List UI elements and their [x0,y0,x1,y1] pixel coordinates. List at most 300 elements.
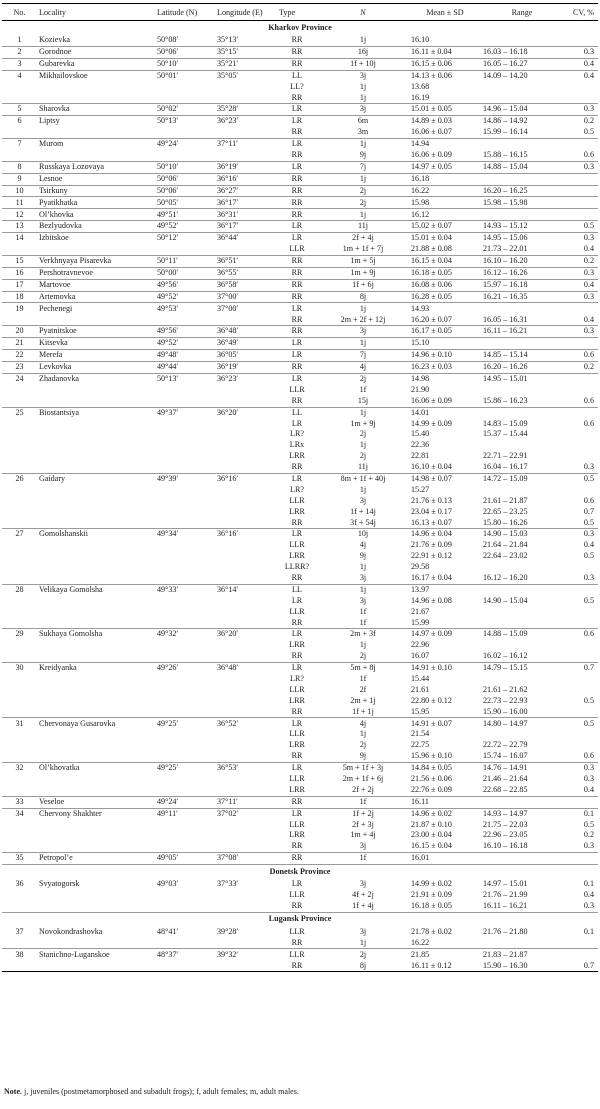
cell-mean: 16.18 ± 0.05 [409,267,481,279]
cell-latitude: 49°05′ [155,853,215,865]
cell-range [481,338,563,350]
cell-cv: 0.3 [583,841,594,851]
cell-latitude: 49°32′ [155,629,215,640]
cell-latitude [155,462,215,473]
cell-n: 7j [317,350,409,362]
table-row [2,221,598,233]
cell-type: LLR [289,384,305,394]
cell-range: 16.12 – 16.26 [481,267,563,279]
cell-latitude [155,314,215,325]
cell-latitude [155,960,215,971]
cell-mean: 13.97 [409,584,481,595]
cell-latitude: 50°00′ [155,267,215,279]
cell-mean: 16.11 [409,796,481,808]
cell-locality: Kreidyanka [37,662,155,673]
cell-locality: Tsirkuny [37,185,155,197]
cell-latitude: 50°10′ [155,58,215,70]
cell-no: 3 [2,58,37,70]
cell-type: RR [291,617,303,627]
cell-locality: Chervonaya Gusarovka [37,718,155,729]
cell-locality [37,751,155,762]
header-n: N [317,4,409,21]
cell-type: LR? [290,674,304,684]
cell-range: 15.99 – 16.14 [483,127,528,137]
table-row [2,104,598,116]
cell-no: 23 [2,361,37,373]
cell-type: LRR [289,695,305,705]
cell-mean: 16.06 ± 0.07 [411,127,452,137]
cell-no [2,674,37,685]
cell-mean: 16.11 ± 0.04 [409,46,481,58]
cell-type: LLR [289,606,305,616]
cell-no [2,685,37,696]
cell-no [2,607,37,618]
cell-latitude: 49°37′ [155,407,215,418]
cell-cv: 0.2 [563,255,598,267]
cell-mean: 16.08 ± 0.06 [409,279,481,291]
cell-n: 3j [359,595,367,605]
cell-range: 15.88 – 16.15 [483,150,528,160]
cell-no [2,819,37,830]
cell-range: 21.73 – 22.01 [483,244,528,254]
cell-cv [563,197,598,209]
cell-longitude [215,385,277,396]
cell-range: 16.10 – 16.20 [481,255,563,267]
cell-range [481,173,563,185]
cell-cv: 0.3 [583,774,594,784]
cell-cv: 0.7 [583,506,594,516]
cell-latitude: 49°52′ [155,291,215,303]
cell-mean: 16.28 ± 0.05 [409,291,481,303]
cell-n: 2j [317,197,409,209]
table-row [2,267,598,279]
table-row [2,707,598,718]
cell-mean: 22.80 ± 0.12 [411,695,452,705]
cell-locality: Sukhaya Gomolsha [37,629,155,640]
cell-latitude: 50°06′ [155,173,215,185]
cell-longitude: 36°14′ [215,584,277,595]
cell-cv [563,485,598,496]
cell-range [481,584,563,595]
cell-no: 32 [2,763,37,774]
cell-type: RR [291,937,303,947]
cell-range: 15.74 – 16.07 [483,751,528,761]
cell-no [2,396,37,407]
cell-n: 2m + 2f + 12j [340,314,386,324]
cell-cv: 0.6 [583,395,594,405]
cell-cv [563,407,598,418]
cell-no: 7 [2,139,37,150]
cell-no [2,841,37,852]
cell-mean: 14.97 ± 0.09 [409,629,481,640]
cell-type: LR [277,763,317,774]
table-row [2,116,598,127]
cell-type: LRR [289,740,305,750]
cell-n: 16j [317,46,409,58]
cell-longitude [215,819,277,830]
cell-type: LRR [289,784,305,794]
table-note [4,1087,299,1096]
cell-locality: Martovoe [37,279,155,291]
table-row [2,517,598,528]
cell-range [481,796,563,808]
cell-mean: 15.01 ± 0.05 [409,104,481,116]
cell-no: 25 [2,407,37,418]
table-row [2,596,598,607]
cell-type: RR [277,326,317,338]
cell-n: 3j [359,926,367,936]
cell-longitude [215,150,277,161]
cell-longitude: 36°55′ [215,267,277,279]
cell-longitude [215,82,277,93]
cell-cv: 0.5 [583,517,594,527]
cell-mean: 21.56 ± 0.06 [411,774,452,784]
cell-locality [37,496,155,507]
cell-type: RR [277,960,317,971]
cell-mean: 22.96 [411,640,430,650]
cell-range: 14.88 – 15.04 [481,161,563,173]
cell-longitude: 36°20′ [215,629,277,640]
cell-mean: 16.19 [411,92,430,102]
cell-cv [563,82,598,93]
cell-type: RR [277,796,317,808]
table-row [2,853,598,865]
table-row [2,718,598,729]
cell-longitude [215,396,277,407]
cell-locality [37,819,155,830]
table-row [2,82,598,93]
cell-cv: 0.3 [563,267,598,279]
cell-cv: 0.3 [583,462,594,472]
cell-no [2,774,37,785]
table-row [2,440,598,451]
cell-latitude [155,651,215,662]
cell-no [2,596,37,607]
cell-range: 14.79 – 15.15 [481,662,563,673]
cell-range: 22.73 – 22.93 [483,695,528,705]
cell-latitude [155,696,215,707]
cell-type: LR [277,161,317,173]
cell-latitude: 50°12′ [155,233,215,244]
cell-mean: 16.01 [409,853,481,865]
cell-longitude [215,890,277,901]
table-row [2,150,598,161]
cell-locality [37,596,155,607]
cell-n: 1f + 10j [317,58,409,70]
cell-mean: 15.10 [409,338,481,350]
cell-locality: Gorodnoe [37,46,155,58]
cell-longitude [215,751,277,762]
cell-latitude [155,819,215,830]
cell-mean: 22.36 [411,440,430,450]
cell-latitude: 50°11′ [155,255,215,267]
cell-cv: 0.6 [583,495,594,505]
cell-cv [563,607,598,618]
cell-no [2,640,37,651]
cell-locality [37,150,155,161]
cell-range: 22.68 – 22.85 [483,784,528,794]
cell-no [2,127,37,138]
cell-range [481,617,563,628]
cell-mean: 14.98 [409,373,481,384]
cell-type: LR [291,595,303,605]
cell-no: 11 [2,197,37,209]
cell-longitude [215,785,277,796]
cell-type: RR [291,127,303,137]
table-row [2,173,598,185]
cell-mean: 14.01 [409,407,481,418]
cell-locality [37,685,155,696]
cell-latitude [155,596,215,607]
cell-longitude [215,540,277,551]
note-label: Note. [4,1087,22,1096]
cell-latitude [155,127,215,138]
cell-no: 16 [2,267,37,279]
cell-type: RR [291,314,303,324]
cell-range: 14.93 – 14.97 [481,808,563,819]
cell-mean: 16.11 ± 0.12 [409,960,481,971]
cell-no [2,540,37,551]
cell-no: 10 [2,185,37,197]
table-row [2,58,598,70]
cell-range [481,92,563,103]
cell-longitude: 36°16′ [215,473,277,484]
cell-mean: 22.75 [411,740,430,750]
cell-longitude [215,938,277,949]
cell-range [481,562,563,573]
cell-n: 2m + 1f + 6j [342,774,384,784]
cell-cv: 0.5 [583,695,594,705]
cell-range: 21.46 – 21.64 [483,774,528,784]
cell-range: 21.64 – 21.84 [483,540,528,550]
cell-range: 14.95 – 15.06 [481,233,563,244]
cell-latitude: 49°56′ [155,279,215,291]
cell-mean: 21.67 [411,606,430,616]
cell-n: 1m + 1f + 7j [342,244,384,254]
cell-cv [563,640,598,651]
cell-n: 1m + 9j [350,418,376,428]
cell-range: 21.61 – 21.87 [483,495,528,505]
cell-latitude [155,551,215,562]
cell-locality [37,617,155,628]
cell-mean: 14.84 ± 0.05 [409,763,481,774]
cell-cv: 0.3 [563,763,598,774]
cell-no [2,740,37,751]
cell-latitude [155,785,215,796]
cell-longitude [215,551,277,562]
cell-locality [37,607,155,618]
table-row [2,233,598,244]
cell-range [481,640,563,651]
cell-latitude: 49°44′ [155,361,215,373]
cell-cv: 0.3 [583,900,594,910]
cell-n: 2f [359,684,367,694]
cell-range: 14.88 – 15.09 [481,629,563,640]
cell-cv [563,707,598,718]
cell-no: 12 [2,209,37,221]
cell-type: RR [277,291,317,303]
cell-n: 1f [359,617,367,627]
cell-no [2,496,37,507]
cell-latitude [155,830,215,841]
cell-longitude [215,314,277,325]
cell-range: 16.10 – 16.18 [483,841,528,851]
cell-no: 1 [17,35,22,45]
table-row [2,651,598,662]
cell-cv: 0.1 [583,879,594,889]
cell-cv: 0.5 [563,221,598,233]
cell-mean: 16.15 ± 0.04 [409,255,481,267]
cell-no [2,938,37,949]
cell-locality: Levkovka [37,361,155,373]
cell-type: LLR [289,774,305,784]
cell-longitude: 36°17′ [215,221,277,233]
cell-longitude [215,485,277,496]
cell-no [2,562,37,573]
cell-locality: Ol’khovka [37,209,155,221]
cell-mean: 14.96 ± 0.02 [409,808,481,819]
cell-mean: 14.89 ± 0.03 [409,116,481,127]
cell-cv [563,674,598,685]
cell-cv: 0.4 [563,70,598,81]
cell-longitude: 36°48′ [215,326,277,338]
cell-longitude: 36°20′ [215,407,277,418]
cell-latitude [155,507,215,518]
cell-latitude: 49°24′ [155,796,215,808]
cell-latitude: 49°34′ [155,529,215,540]
cell-range: 16.20 – 16.26 [481,361,563,373]
cell-n: 5m + 1f + 3j [317,763,409,774]
cell-no [2,244,37,255]
note-text: j, juveniles (postmetamorphosed and subadult frogs); f, adult females; m, adult males. [22,1087,299,1096]
cell-no: 24 [2,373,37,384]
cell-range: 22.64 – 23.02 [483,551,528,561]
cell-no: 14 [2,233,37,244]
cell-latitude [155,729,215,740]
cell-longitude: 36°31′ [215,209,277,221]
table-row [2,161,598,173]
cell-n: 8m + 1f + 40j [317,473,409,484]
cell-longitude: 36°16′ [215,173,277,185]
cell-latitude [155,517,215,528]
cell-cv: 0.1 [563,808,598,819]
cell-locality [37,517,155,528]
cell-locality [37,462,155,473]
cell-type: RR [291,573,303,582]
cell-latitude [155,774,215,785]
cell-mean: 16.22 [411,937,430,947]
cell-n: 1m + 4j [350,830,376,840]
table-row [2,396,598,407]
cell-no: 4 [2,70,37,81]
table-row [2,685,598,696]
cell-type: LR [277,338,317,350]
cell-cv [563,303,598,314]
cell-longitude [215,244,277,255]
table-row [2,35,598,46]
cell-cv: 0.3 [563,46,598,58]
cell-latitude [155,674,215,685]
table-row [2,785,598,796]
cell-n: 4j [317,718,409,729]
cell-locality [37,890,155,901]
cell-longitude [215,901,277,912]
cell-latitude [155,385,215,396]
cell-locality: Pyatikhatka [37,197,155,209]
table-row [2,774,598,785]
cell-range: 14.96 – 15.04 [481,104,563,116]
table-row [2,451,598,462]
cell-locality: Bezlyudovka [37,221,155,233]
cell-cv: 0.2 [563,116,598,127]
cell-n: 1f [359,674,367,684]
cell-longitude: 36°52′ [215,718,277,729]
cell-locality [37,740,155,751]
cell-no [2,507,37,518]
cell-latitude [155,540,215,551]
cell-mean: 15.44 [411,674,430,684]
table-row [2,92,598,103]
cell-locality: Izbitskoe [37,233,155,244]
table-row [2,901,598,912]
cell-n: 2f + 4j [317,233,409,244]
cell-type: RR [277,853,317,865]
cell-locality: Murom [37,139,155,150]
cell-longitude: 36°44′ [215,233,277,244]
cell-range: 14.86 – 14.92 [481,116,563,127]
cell-locality [37,774,155,785]
cell-latitude: 49°24′ [155,139,215,150]
cell-no [2,385,37,396]
cell-no: 17 [2,279,37,291]
cell-type: LLR [289,540,305,550]
table-row [2,662,598,673]
cell-type: RR [291,751,303,761]
cell-range [481,485,563,496]
cell-latitude [155,82,215,93]
cell-cv: 0.3 [563,233,598,244]
cell-type: LRR [289,551,305,561]
cell-no: 28 [2,584,37,595]
cell-range: 22.96 – 23.05 [483,830,528,840]
header-locality: Locality [37,4,155,21]
province-heading: Donetsk Province [2,865,598,880]
cell-type: LLR [289,890,305,900]
cell-latitude: 49°25′ [155,718,215,729]
table-row [2,562,598,573]
cell-latitude: 50°08′ [157,35,179,45]
table-row [2,385,598,396]
cell-locality: Pyatnitskoe [37,326,155,338]
cell-cv: 0.5 [583,819,594,829]
cell-longitude [215,451,277,462]
cell-locality: Zhadanovka [37,373,155,384]
cell-n: 3j [359,841,367,851]
cell-range [481,729,563,740]
cell-longitude: 37°00′ [215,303,277,314]
cell-cv: 0.3 [563,529,598,540]
cell-latitude: 50°13′ [155,116,215,127]
cell-locality: Liptsy [37,116,155,127]
cell-cv [563,429,598,440]
cell-latitude: 49°52′ [155,221,215,233]
cell-locality: Gomolshanskii [37,529,155,540]
cell-mean: 13.68 [411,81,430,91]
cell-longitude: 36°05′ [215,350,277,362]
cell-mean: 16.15 ± 0.04 [411,841,452,851]
cell-type: LR? [290,484,304,494]
table-row [2,696,598,707]
